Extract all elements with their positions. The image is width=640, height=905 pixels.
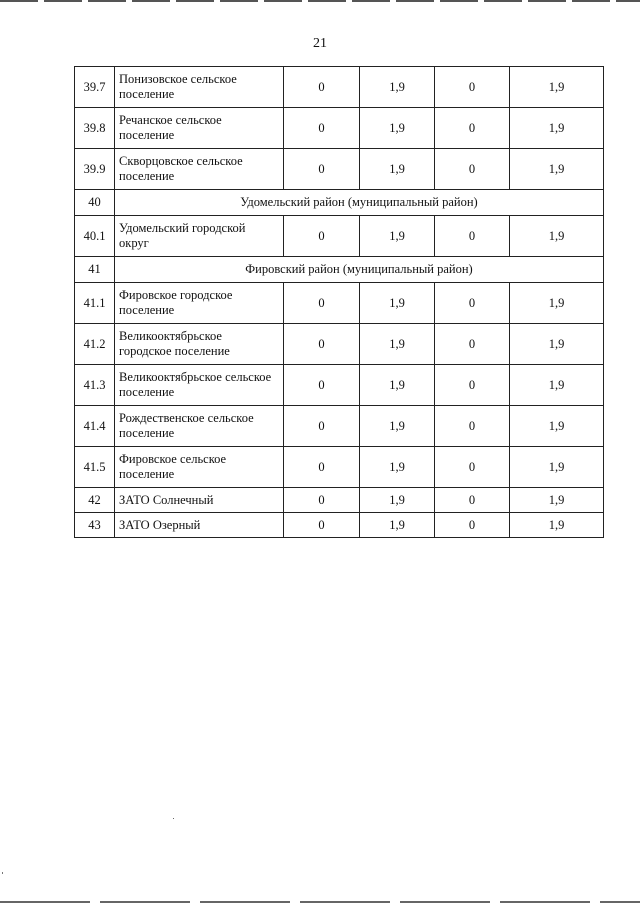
row-number: 39.8 bbox=[75, 108, 115, 149]
table-row bbox=[75, 283, 604, 324]
value-col-1: 0 bbox=[284, 447, 360, 488]
value-col-4: 1,9 bbox=[510, 324, 604, 365]
value-col-3: 0 bbox=[435, 283, 510, 324]
value-col-1: 0 bbox=[284, 513, 360, 538]
value-col-1: 0 bbox=[284, 324, 360, 365]
value-col-3: 0 bbox=[435, 108, 510, 149]
value-col-1: 0 bbox=[284, 406, 360, 447]
value-col-3: 0 bbox=[435, 216, 510, 257]
value-col-2: 1,9 bbox=[360, 406, 435, 447]
value-col-1: 0 bbox=[284, 67, 360, 108]
table-row bbox=[75, 447, 604, 488]
value-col-2: 1,9 bbox=[360, 216, 435, 257]
value-col-2: 1,9 bbox=[360, 488, 435, 513]
table-row bbox=[75, 406, 604, 447]
value-col-2: 1,9 bbox=[360, 149, 435, 190]
row-number: 42 bbox=[75, 488, 115, 513]
value-col-3: 0 bbox=[435, 324, 510, 365]
value-col-2: 1,9 bbox=[360, 67, 435, 108]
section-title: Фировский район (муниципальный район) bbox=[115, 257, 604, 283]
row-number: 41.3 bbox=[75, 365, 115, 406]
table-row bbox=[75, 324, 604, 365]
value-col-4: 1,9 bbox=[510, 149, 604, 190]
section-title: Удомельский район (муниципальный район) bbox=[115, 190, 604, 216]
row-number: 41.1 bbox=[75, 283, 115, 324]
value-col-2: 1,9 bbox=[360, 108, 435, 149]
value-col-1: 0 bbox=[284, 149, 360, 190]
section-row bbox=[75, 190, 604, 216]
row-number: 39.9 bbox=[75, 149, 115, 190]
row-number: 41.5 bbox=[75, 447, 115, 488]
value-col-4: 1,9 bbox=[510, 365, 604, 406]
value-col-2: 1,9 bbox=[360, 283, 435, 324]
value-col-4: 1,9 bbox=[510, 216, 604, 257]
data-table bbox=[74, 66, 604, 538]
value-col-1: 0 bbox=[284, 488, 360, 513]
row-number: 41.2 bbox=[75, 324, 115, 365]
value-col-4: 1,9 bbox=[510, 513, 604, 538]
value-col-3: 0 bbox=[435, 365, 510, 406]
section-number: 40 bbox=[75, 190, 115, 216]
value-col-2: 1,9 bbox=[360, 447, 435, 488]
value-col-1: 0 bbox=[284, 216, 360, 257]
table-row bbox=[75, 67, 604, 108]
municipality-name: Великооктябрьское сельское поселение bbox=[115, 365, 284, 406]
value-col-3: 0 bbox=[435, 67, 510, 108]
value-col-2: 1,9 bbox=[360, 324, 435, 365]
value-col-4: 1,9 bbox=[510, 108, 604, 149]
municipality-name: Рождественское сельское поселение bbox=[115, 406, 284, 447]
municipality-name: ЗАТО Озерный bbox=[115, 513, 284, 538]
municipality-name: Скворцовское сельское поселение bbox=[115, 149, 284, 190]
value-col-1: 0 bbox=[284, 365, 360, 406]
municipality-name: Великооктябрьское городское поселение bbox=[115, 324, 284, 365]
value-col-3: 0 bbox=[435, 406, 510, 447]
municipality-name: Речанское сельское поселение bbox=[115, 108, 284, 149]
municipality-name: Удомельский городской округ bbox=[115, 216, 284, 257]
municipality-name: Понизовское сельское поселение bbox=[115, 67, 284, 108]
table-row bbox=[75, 513, 604, 538]
value-col-1: 0 bbox=[284, 283, 360, 324]
row-number: 43 bbox=[75, 513, 115, 538]
value-col-4: 1,9 bbox=[510, 488, 604, 513]
municipality-name: Фировское городское поселение bbox=[115, 283, 284, 324]
municipality-name: ЗАТО Солнечный bbox=[115, 488, 284, 513]
value-col-4: 1,9 bbox=[510, 406, 604, 447]
value-col-2: 1,9 bbox=[360, 365, 435, 406]
value-col-3: 0 bbox=[435, 488, 510, 513]
table-row bbox=[75, 365, 604, 406]
value-col-3: 0 bbox=[435, 513, 510, 538]
section-number: 41 bbox=[75, 257, 115, 283]
scan-speck bbox=[2, 872, 3, 874]
scan-bottom-edge bbox=[0, 901, 640, 903]
table-row bbox=[75, 149, 604, 190]
table-row bbox=[75, 108, 604, 149]
table-row bbox=[75, 488, 604, 513]
value-col-3: 0 bbox=[435, 447, 510, 488]
value-col-4: 1,9 bbox=[510, 447, 604, 488]
value-col-4: 1,9 bbox=[510, 67, 604, 108]
section-row bbox=[75, 257, 604, 283]
value-col-2: 1,9 bbox=[360, 513, 435, 538]
value-col-1: 0 bbox=[284, 108, 360, 149]
scan-speck bbox=[173, 818, 174, 819]
value-col-4: 1,9 bbox=[510, 283, 604, 324]
row-number: 40.1 bbox=[75, 216, 115, 257]
value-col-3: 0 bbox=[435, 149, 510, 190]
table-row bbox=[75, 216, 604, 257]
municipality-name: Фировское сельское поселение bbox=[115, 447, 284, 488]
row-number: 39.7 bbox=[75, 67, 115, 108]
row-number: 41.4 bbox=[75, 406, 115, 447]
scan-top-edge bbox=[0, 0, 640, 2]
page-number: 21 bbox=[313, 36, 327, 51]
